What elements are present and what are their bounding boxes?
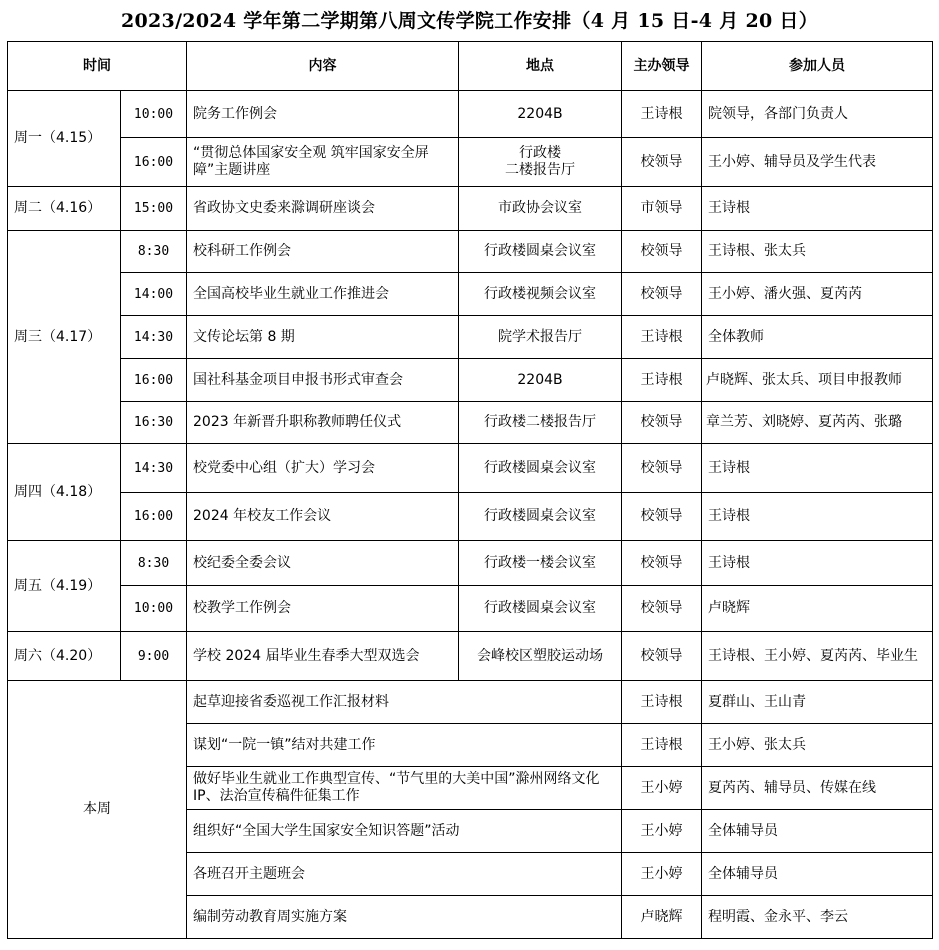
- time-cell: 8:30: [121, 541, 187, 586]
- location-cell: 院学术报告厅: [459, 316, 622, 359]
- table-row: [8, 586, 933, 632]
- day-cell-thu: 周四（4.18）: [8, 444, 121, 541]
- leader-cell: 王诗根: [622, 724, 702, 767]
- leader-cell: 王小婷: [622, 767, 702, 810]
- location-cell: 行政楼视频会议室: [459, 273, 622, 316]
- leader-cell: 王诗根: [622, 681, 702, 724]
- task-content-cell: 起草迎接省委巡视工作汇报材料: [187, 681, 622, 724]
- table-row: [8, 91, 933, 138]
- location-cell: 行政楼圆桌会议室: [459, 586, 622, 632]
- leader-cell: 市领导: [622, 187, 702, 231]
- table-row: [8, 138, 933, 187]
- location-cell: 行政楼圆桌会议室: [459, 444, 622, 493]
- header-location: 地点: [459, 42, 622, 91]
- table-row: [8, 632, 933, 681]
- header-time: 时间: [8, 42, 187, 91]
- participants-cell: 程明霞、金永平、李云: [702, 896, 933, 939]
- leader-cell: 校领导: [622, 586, 702, 632]
- location-cell: 2204B: [459, 91, 622, 138]
- time-cell: 15:00: [121, 187, 187, 231]
- day-cell-wed: 周三（4.17）: [8, 231, 121, 444]
- location-cell: 市政协会议室: [459, 187, 622, 231]
- content-cell: 校科研工作例会: [187, 231, 459, 273]
- task-content-cell: 做好毕业生就业工作典型宣传、“节气里的大美中国”滁州网络文化 IP、法治宣传稿件征集工作: [187, 767, 622, 810]
- time-cell: 9:00: [121, 632, 187, 681]
- table-row: [8, 402, 933, 444]
- day-cell-sat: 周六（4.20）: [8, 632, 121, 681]
- table-row: [8, 316, 933, 359]
- leader-cell: 王诗根: [622, 316, 702, 359]
- leader-cell: 校领导: [622, 273, 702, 316]
- participants-cell: 王诗根、王小婷、夏芮芮、毕业生: [702, 632, 933, 681]
- header-participants: 参加人员: [702, 42, 933, 91]
- location-cell: 行政楼圆桌会议室: [459, 493, 622, 541]
- participants-cell: 全体辅导员: [702, 810, 933, 853]
- task-content-cell: 谋划“一院一镇”结对共建工作: [187, 724, 622, 767]
- leader-cell: 校领导: [622, 138, 702, 187]
- participants-cell: 王诗根、张太兵: [702, 231, 933, 273]
- table-row: [8, 231, 933, 273]
- content-cell: 2023 年新晋升职称教师聘任仪式: [187, 402, 459, 444]
- participants-cell: 全体教师: [702, 316, 933, 359]
- leader-cell: 校领导: [622, 444, 702, 493]
- participants-cell: 章兰芳、刘晓婷、夏芮芮、张璐: [702, 402, 933, 444]
- task-content-cell: 组织好“全国大学生国家安全知识答题”活动: [187, 810, 622, 853]
- time-cell: 16:00: [121, 138, 187, 187]
- header-row: [8, 42, 933, 91]
- table-row: [8, 359, 933, 402]
- leader-cell: 校领导: [622, 632, 702, 681]
- location-cell: 行政楼二楼报告厅: [459, 402, 622, 444]
- table-row: [8, 187, 933, 231]
- day-cell-week: 本周: [8, 681, 187, 939]
- content-cell: 校教学工作例会: [187, 586, 459, 632]
- leader-cell: 卢晓辉: [622, 896, 702, 939]
- participants-cell: 王小婷、辅导员及学生代表: [702, 138, 933, 187]
- participants-cell: 王诗根: [702, 187, 933, 231]
- time-cell: 14:30: [121, 316, 187, 359]
- leader-cell: 王诗根: [622, 91, 702, 138]
- participants-cell: 王诗根: [702, 493, 933, 541]
- participants-cell: 王诗根: [702, 541, 933, 586]
- content-cell: 院务工作例会: [187, 91, 459, 138]
- leader-cell: 王小婷: [622, 810, 702, 853]
- table-row: [8, 444, 933, 493]
- content-cell: 全国高校毕业生就业工作推进会: [187, 273, 459, 316]
- participants-cell: 院领导，各部门负责人: [702, 91, 933, 138]
- location-cell: 2204B: [459, 359, 622, 402]
- time-cell: 16:00: [121, 493, 187, 541]
- task-content-cell: 编制劳动教育周实施方案: [187, 896, 622, 939]
- location-cell: 行政楼一楼会议室: [459, 541, 622, 586]
- leader-cell: 校领导: [622, 493, 702, 541]
- day-cell-fri: 周五（4.19）: [8, 541, 121, 632]
- participants-cell: 夏群山、王山青: [702, 681, 933, 724]
- participants-cell: 王小婷、张太兵: [702, 724, 933, 767]
- content-cell: 学校 2024 届毕业生春季大型双选会: [187, 632, 459, 681]
- location-line: 行政楼: [519, 145, 561, 161]
- participants-cell: 夏芮芮、辅导员、传媒在线: [702, 767, 933, 810]
- leader-cell: 王小婷: [622, 853, 702, 896]
- content-cell: 省政协文史委来滁调研座谈会: [187, 187, 459, 231]
- content-cell: 校纪委全委会议: [187, 541, 459, 586]
- location-line: 二楼报告厅: [505, 162, 575, 178]
- time-cell: 14:30: [121, 444, 187, 493]
- page-title: 2023/2024 学年第二学期第八周文传学院工作安排（4 月 15 日-4 月 20 日）: [120, 10, 818, 32]
- day-cell-tue: 周二（4.16）: [8, 187, 121, 231]
- table-row: [8, 493, 933, 541]
- day-cell-mon: 周一（4.15）: [8, 91, 121, 187]
- content-cell: 2024 年校友工作会议: [187, 493, 459, 541]
- location-cell: [459, 138, 622, 187]
- participants-cell: 卢晓辉、张太兵、项目申报教师: [702, 359, 933, 402]
- table-row: [8, 681, 933, 724]
- content-cell: 校党委中心组（扩大）学习会: [187, 444, 459, 493]
- time-cell: 8:30: [121, 231, 187, 273]
- time-cell: 14:00: [121, 273, 187, 316]
- schedule-table: [7, 41, 933, 939]
- task-content-cell: 各班召开主题班会: [187, 853, 622, 896]
- time-cell: 16:00: [121, 359, 187, 402]
- time-cell: 10:00: [121, 586, 187, 632]
- time-cell: 10:00: [121, 91, 187, 138]
- location-cell: 会峰校区塑胶运动场: [459, 632, 622, 681]
- leader-cell: 校领导: [622, 402, 702, 444]
- participants-cell: 王诗根: [702, 444, 933, 493]
- table-row: [8, 541, 933, 586]
- leader-cell: 王诗根: [622, 359, 702, 402]
- participants-cell: 王小婷、潘火强、夏芮芮: [702, 273, 933, 316]
- header-leader: 主办领导: [622, 42, 702, 91]
- participants-cell: 全体辅导员: [702, 853, 933, 896]
- time-cell: 16:30: [121, 402, 187, 444]
- leader-cell: 校领导: [622, 541, 702, 586]
- table-row: [8, 273, 933, 316]
- participants-cell: 卢晓辉: [702, 586, 933, 632]
- leader-cell: 校领导: [622, 231, 702, 273]
- content-cell: 文传论坛第 8 期: [187, 316, 459, 359]
- content-cell: 国社科基金项目申报书形式审查会: [187, 359, 459, 402]
- location-cell: 行政楼圆桌会议室: [459, 231, 622, 273]
- header-content: 内容: [187, 42, 459, 91]
- content-cell: “贯彻总体国家安全观 筑牢国家安全屏障”主题讲座: [187, 138, 459, 187]
